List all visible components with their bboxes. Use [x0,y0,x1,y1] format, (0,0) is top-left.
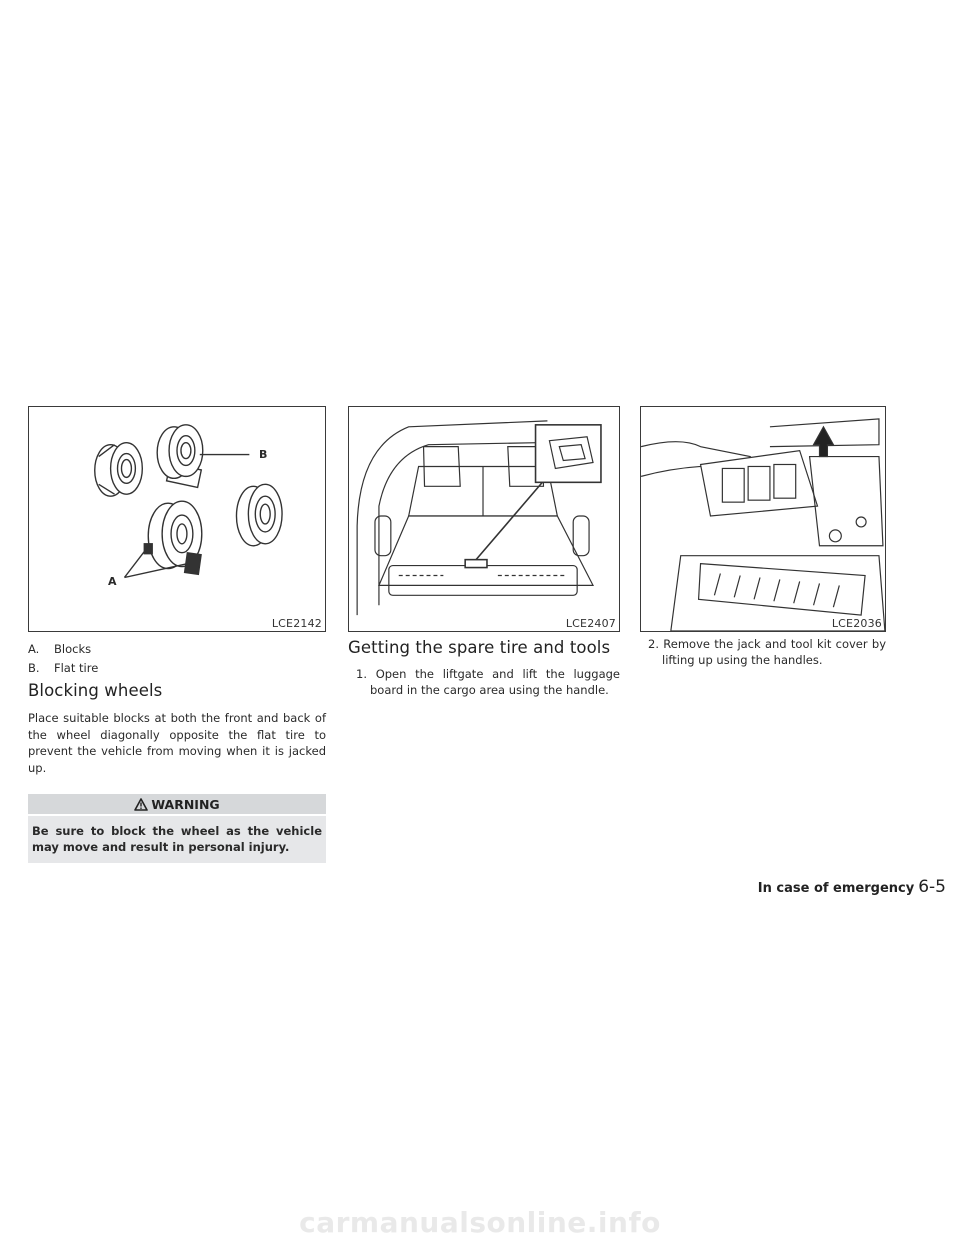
figure-legend [28,639,326,677]
figure-code: LCE2036 [831,617,882,630]
legend-letter: A. [28,641,40,656]
section-heading: Blocking wheels [28,681,163,700]
page-footer [700,877,946,897]
tool-kit-illustration [641,407,885,631]
wheel-blocks-illustration [29,407,325,631]
figure-code: LCE2407 [565,617,616,630]
step-item [348,666,620,698]
figure-wheel-blocks [28,406,326,632]
steps-list [348,666,620,698]
warning-text: Be sure to block the wheel as the vehicle may move and result in personal injury. [28,816,326,863]
column-blocking-wheels [28,406,326,863]
step-number: 1. [356,667,367,681]
figure-tool-kit [640,406,886,632]
footer-section-title: In case of emergency [757,881,915,896]
legend-text: Flat tire [54,660,99,675]
section-heading: Getting the spare tire and tools [348,638,611,657]
page-number: 6-5 [918,877,946,897]
callout-a: A [108,575,117,588]
legend-text: Blocks [54,641,92,656]
step-number: 2. [648,637,659,651]
steps-list [640,636,886,668]
step-item [640,636,886,668]
figure-code: LCE2142 [271,617,322,630]
warning-icon [134,798,148,811]
legend-letter: B. [28,660,40,675]
figure-cargo-area [348,406,620,632]
warning-title: WARNING [151,796,220,812]
callout-b: B [259,448,268,461]
column-jack-cover [640,406,886,668]
step-text: Open the liftgate and lift the luggage board in the cargo area using the handle. [370,667,620,697]
column-getting-spare-tire [348,406,620,698]
legend-item [28,639,326,658]
cargo-area-illustration [349,407,619,631]
step-text: Remove the jack and tool kit cover by lifting up using the handles. [662,637,887,667]
warning-header [28,794,326,814]
section-paragraph: Place suitable blocks at both the front and back of the wheel diagonally opposite the flat tire to prevent the vehicle from moving when it is jacked up. [28,711,326,775]
watermark: carmanualsonline.info [299,1206,661,1239]
warning-box [28,794,326,863]
legend-item [28,658,326,677]
